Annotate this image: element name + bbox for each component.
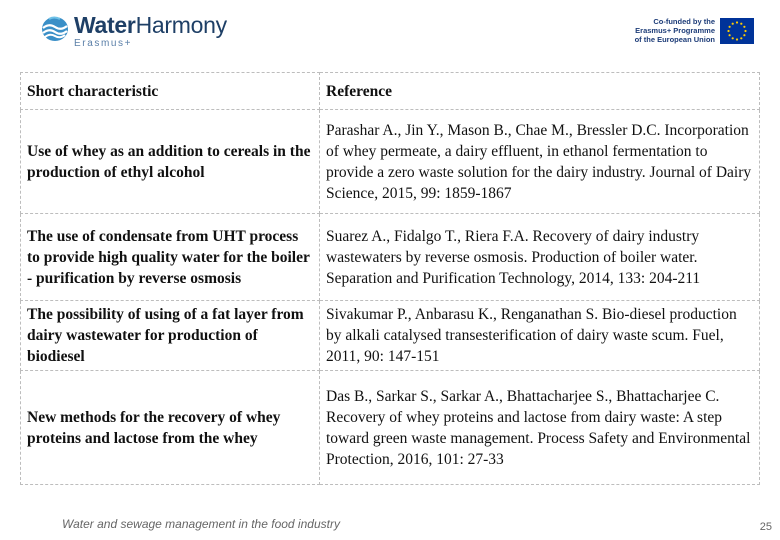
logo-subtitle: Erasmus+ — [74, 38, 133, 49]
reference-cell: Sivakumar P., Anbarasu K., Renganathan S. Bio-diesel production by alkali catalysed transesterification of dairy waste scum. Fuel, 2011, 90: 147-151 — [320, 301, 760, 371]
footer-text: Water and sewage management in the food industry — [62, 517, 340, 531]
eu-funding-badge — [620, 17, 754, 44]
eu-flag-icon — [720, 18, 754, 44]
characteristic-cell: The use of condensate from UHT process to provide high quality water for the boiler - purification by reverse osmosis — [21, 214, 320, 301]
header-characteristic: Short characteristic — [21, 73, 320, 110]
page-number: 25 — [759, 521, 772, 533]
reference-cell: Parashar A., Jin Y., Mason B., Chae M., Bressler D.C. Incorporation of whey permeate, a dairy effluent, in ethanol fermentation to provide a zero waste solution for the dairy industry. Journal of Dairy Science, 2015, 99: 1859-1867 — [320, 110, 760, 214]
eu-funding-text: Co-funded by the Erasmus+ Programme of the European Union — [634, 17, 715, 44]
table-row — [21, 214, 760, 301]
table-row — [21, 301, 760, 371]
characteristic-cell: New methods for the recovery of whey proteins and lactose from the whey — [21, 371, 320, 485]
table-row — [21, 371, 760, 485]
waterharmony-logo — [40, 14, 227, 48]
logo-title: WaterHarmony — [74, 12, 227, 38]
table-row — [21, 110, 760, 214]
characteristic-cell: Use of whey as an addition to cereals in the production of ethyl alcohol — [21, 110, 320, 214]
table-header-row — [21, 73, 760, 110]
header-reference: Reference — [320, 73, 760, 110]
characteristic-cell: The possibility of using of a fat layer from dairy wastewater for production of biodiesel — [21, 301, 320, 371]
slide-header — [0, 0, 780, 62]
reference-cell: Suarez A., Fidalgo T., Riera F.A. Recovery of dairy industry wastewaters by reverse osmosis. Production of boiler water. Separation and Purification Technology, 2014, 133: 204-211 — [320, 214, 760, 301]
water-drop-icon — [40, 14, 70, 44]
references-table — [20, 72, 760, 485]
reference-cell: Das B., Sarkar S., Sarkar A., Bhattacharjee S., Bhattacharjee C. Recovery of whey proteins and lactose from dairy waste: A step toward green waste management. Process Safety and Environmental Protection, 2016, 101: 27-33 — [320, 371, 760, 485]
